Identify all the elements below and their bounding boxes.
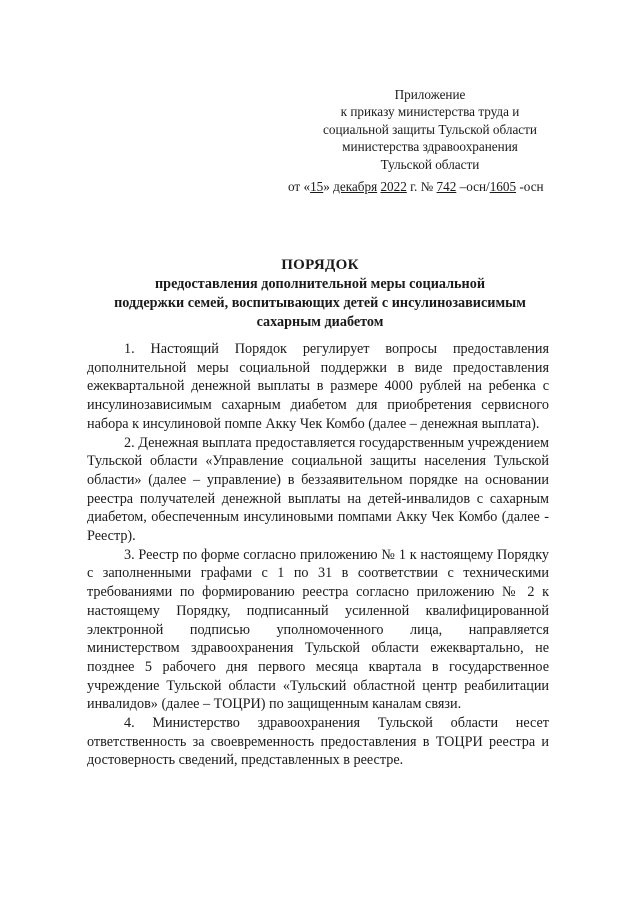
title-sub-line: предоставления дополнительной меры социальной — [155, 276, 485, 292]
document-body — [87, 340, 549, 770]
order-reference — [288, 178, 544, 195]
appendix-line: министерства здравоохранения — [342, 139, 518, 155]
title-sub-line: поддержки семей, воспитывающих детей с инсулинозависимым — [114, 295, 526, 311]
order-number-label: г. № — [406, 179, 437, 194]
paragraph-2: 2. Денежная выплата предоставляется государственным учреждением Тульской области «Управление социальной защиты населения Тульской области» (далее – управление) в беззаявительном порядке на основании реестра получателей денежной выплаты на детей-инвалидов с сахарным диабетом, обеспеченным инсулиновыми помпами Акку Чек Комбо (далее - Реестр). — [87, 434, 549, 545]
appendix-line: Приложение — [394, 87, 466, 102]
order-month: декабря — [333, 179, 378, 194]
title-sub-line: сахарным диабетом — [256, 314, 384, 330]
order-suffix-1: –осн/ — [456, 179, 490, 194]
appendix-header — [300, 86, 560, 173]
order-number-1: 742 — [436, 179, 457, 194]
appendix-line: к приказу министерства труда и — [340, 104, 520, 120]
order-number-2: 1605 — [489, 179, 517, 194]
order-year: 2022 — [380, 179, 407, 194]
document-title — [60, 255, 580, 332]
appendix-line: Тульской области — [380, 156, 480, 172]
order-day: 15 — [310, 179, 324, 194]
order-sep: » — [323, 179, 334, 194]
title-main: ПОРЯДОК — [281, 257, 359, 273]
paragraph-1: 1. Настоящий Порядок регулирует вопросы предоставления дополнительной меры социальной поддержки в виде предоставления ежеквартальной денежной выплаты в размере 4000 рублей на ребенка с инсулинозависимым сахарным диабетом для приобретения сервисного набора к инсулиновой помпе Акку Чек Комбо (далее – денежная выплата). — [87, 341, 549, 432]
paragraph-4: 4. Министерство здравоохранения Тульской области несет ответственность за своевременность предоставления в ТОЦРИ реестра и достоверность сведений, представленных в реестре. — [87, 715, 549, 769]
paragraph-3: 3. Реестр по форме согласно приложению № 1 к настоящему Порядку с заполненными графами с 1 по 31 в соответствии с техническими требованиями по формированию реестра согласно приложению № 2 к настоящему Порядку, подписанный усиленной квалифицированной электронной подписью уполномоченного лица, направляется министерством здравоохранения Тульской области ежеквартально, не позднее 5 рабочего дня первого месяца квартала в государственное учреждение Тульской области «Тульский областной центр реабилитации инвалидов» (далее – ТОЦРИ) по защищенным каналам связи. — [87, 546, 549, 713]
order-prefix: от « — [288, 179, 311, 194]
order-suffix-2: -осн — [516, 179, 544, 194]
appendix-line: социальной защиты Тульской области — [323, 121, 537, 137]
